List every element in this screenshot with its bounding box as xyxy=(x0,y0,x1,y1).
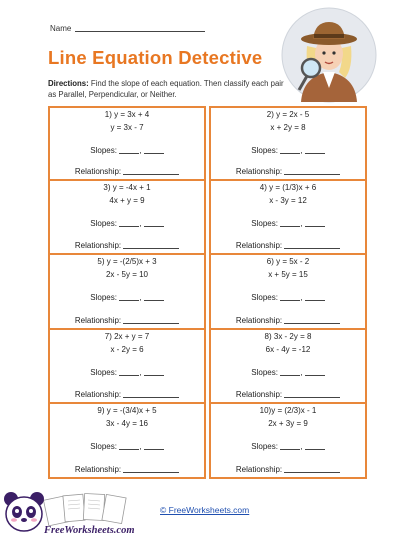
slope-blank[interactable] xyxy=(280,300,300,301)
equation-4a: 4) y = (1/3)x + 6 xyxy=(259,182,317,192)
relationship-blank[interactable] xyxy=(284,323,340,324)
slopes-row xyxy=(211,146,365,155)
problems-grid xyxy=(48,106,367,479)
equation-8b: 6x - 4y = -12 xyxy=(265,344,311,354)
directions xyxy=(48,78,286,100)
equation-3a: 3) y = -4x + 1 xyxy=(103,182,151,192)
slope-separator: , xyxy=(139,367,142,377)
slope-blank[interactable] xyxy=(144,226,164,227)
slope-blank[interactable] xyxy=(119,449,139,450)
relationship-label: Relationship: xyxy=(74,315,122,325)
slopes-label: Slopes: xyxy=(90,442,117,452)
relationship-row xyxy=(211,167,365,176)
name-label: Name xyxy=(50,24,72,33)
panda-mascot-icon xyxy=(2,490,46,536)
slope-blank[interactable] xyxy=(144,153,164,154)
relationship-row xyxy=(50,465,204,474)
equation-6a: 6) y = 5x - 2 xyxy=(266,257,310,267)
relationship-label: Relationship: xyxy=(235,464,283,474)
name-line[interactable] xyxy=(75,31,205,32)
slope-separator: , xyxy=(139,218,142,228)
relationship-blank[interactable] xyxy=(284,248,340,249)
slope-separator: , xyxy=(300,218,303,228)
relationship-label: Relationship: xyxy=(74,166,122,176)
relationship-blank[interactable] xyxy=(123,397,179,398)
name-row xyxy=(50,24,205,33)
slope-blank[interactable] xyxy=(144,300,164,301)
worksheet-thumbnails-icon xyxy=(40,492,136,528)
slopes-label: Slopes: xyxy=(251,146,278,155)
slopes-label: Slopes: xyxy=(90,367,117,377)
relationship-blank[interactable] xyxy=(284,472,340,473)
relationship-row xyxy=(211,316,365,325)
problem-cell-1 xyxy=(48,106,206,181)
slopes-label: Slopes: xyxy=(90,293,117,303)
equation-5a: 5) y = -(2/5)x + 3 xyxy=(97,257,157,267)
problem-cell-8 xyxy=(209,328,367,405)
slope-blank[interactable] xyxy=(280,153,300,154)
relationship-row xyxy=(50,316,204,325)
problem-cell-7 xyxy=(48,328,206,405)
slope-separator: , xyxy=(300,293,303,303)
slope-blank[interactable] xyxy=(280,449,300,450)
equation-3b: 4x + y = 9 xyxy=(109,195,145,205)
slope-blank[interactable] xyxy=(119,300,139,301)
slopes-label: Slopes: xyxy=(251,367,278,377)
slope-blank[interactable] xyxy=(144,375,164,376)
page-title: Line Equation Detective xyxy=(48,47,263,68)
slope-blank[interactable] xyxy=(305,153,325,154)
slopes-label: Slopes: xyxy=(90,218,117,228)
directions-text: Find the slope of each equation. Then classify each pair as Parallel, Perpendicular, or Neither. xyxy=(48,79,284,99)
equation-10a: 10)y = (2/3)x - 1 xyxy=(259,406,317,416)
detective-with-magnifier-icon xyxy=(281,6,377,104)
problem-cell-5 xyxy=(48,253,206,330)
problem-cell-4 xyxy=(209,179,367,256)
relationship-blank[interactable] xyxy=(123,174,179,175)
relationship-row xyxy=(211,390,365,399)
slope-blank[interactable] xyxy=(119,153,139,154)
relationship-row xyxy=(50,167,204,176)
slopes-label: Slopes: xyxy=(251,442,278,452)
slopes-label: Slopes: xyxy=(90,146,117,155)
slope-separator: , xyxy=(300,146,303,155)
relationship-blank[interactable] xyxy=(284,397,340,398)
relationship-label: Relationship: xyxy=(235,315,283,325)
equation-7b: x - 2y = 6 xyxy=(110,344,144,354)
slope-blank[interactable] xyxy=(280,375,300,376)
slope-blank[interactable] xyxy=(305,449,325,450)
equation-4b: x - 3y = 12 xyxy=(269,195,307,205)
slopes-row xyxy=(50,442,204,451)
slopes-row xyxy=(50,368,204,377)
equation-2a: 2) y = 2x - 5 xyxy=(266,110,310,119)
relationship-label: Relationship: xyxy=(74,241,122,251)
relationship-row xyxy=(211,241,365,250)
slope-blank[interactable] xyxy=(305,375,325,376)
problem-cell-6 xyxy=(209,253,367,330)
equation-2b: x + 2y = 8 xyxy=(270,123,306,132)
slope-blank[interactable] xyxy=(305,226,325,227)
slopes-row xyxy=(50,146,204,155)
slopes-label: Slopes: xyxy=(251,218,278,228)
slope-separator: , xyxy=(300,367,303,377)
slope-blank[interactable] xyxy=(119,226,139,227)
directions-label: Directions: xyxy=(48,79,89,88)
relationship-label: Relationship: xyxy=(235,241,283,251)
slopes-row xyxy=(211,442,365,451)
slope-blank[interactable] xyxy=(144,449,164,450)
relationship-blank[interactable] xyxy=(123,323,179,324)
problem-cell-3 xyxy=(48,179,206,256)
relationship-blank[interactable] xyxy=(123,472,179,473)
equation-5b: 2x - 5y = 10 xyxy=(105,270,149,280)
relationship-row xyxy=(50,390,204,399)
equation-6b: x + 5y = 15 xyxy=(268,270,308,280)
relationship-blank[interactable] xyxy=(123,248,179,249)
slope-separator: , xyxy=(139,442,142,452)
slope-blank[interactable] xyxy=(119,375,139,376)
footer-link[interactable]: © FreeWorksheets.com xyxy=(160,505,250,515)
slope-blank[interactable] xyxy=(280,226,300,227)
relationship-label: Relationship: xyxy=(74,464,122,474)
slope-separator: , xyxy=(139,146,142,155)
relationship-label: Relationship: xyxy=(74,390,122,400)
slope-separator: , xyxy=(300,442,303,452)
slopes-row xyxy=(211,368,365,377)
equation-8a: 8) 3x - 2y = 8 xyxy=(264,331,312,341)
slopes-row xyxy=(211,219,365,228)
logo-text: FreeWorksheets.com xyxy=(44,525,135,536)
slopes-label: Slopes: xyxy=(251,293,278,303)
slopes-row xyxy=(211,293,365,302)
equation-9a: 9) y = -(3/4)x + 5 xyxy=(97,406,157,416)
relationship-row xyxy=(211,465,365,474)
problem-cell-9 xyxy=(48,402,206,479)
slope-separator: , xyxy=(139,293,142,303)
slope-blank[interactable] xyxy=(305,300,325,301)
equation-10b: 2x + 3y = 9 xyxy=(268,419,308,429)
problem-cell-2 xyxy=(209,106,367,181)
equation-1a: 1) y = 3x + 4 xyxy=(104,110,150,119)
equation-1b: y = 3x - 7 xyxy=(110,123,144,132)
equation-7a: 7) 2x + y = 7 xyxy=(104,331,150,341)
slopes-row xyxy=(50,293,204,302)
problem-cell-10 xyxy=(209,402,367,479)
relationship-label: Relationship: xyxy=(235,166,283,176)
equation-9b: 3x - 4y = 16 xyxy=(105,419,149,429)
relationship-row xyxy=(50,241,204,250)
relationship-blank[interactable] xyxy=(284,174,340,175)
relationship-label: Relationship: xyxy=(235,390,283,400)
slopes-row xyxy=(50,219,204,228)
